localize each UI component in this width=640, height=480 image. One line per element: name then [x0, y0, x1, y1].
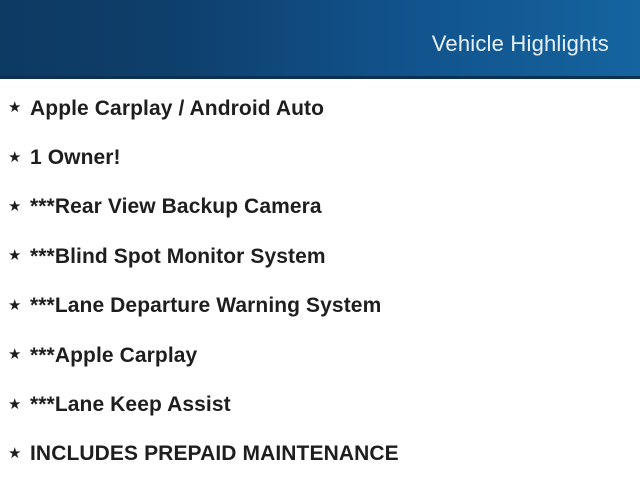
list-item	[8, 380, 640, 429]
list-item-label: ***Lane Keep Assist	[30, 393, 231, 417]
star-icon: ★	[8, 99, 22, 117]
list-item-label: ***Apple Carplay	[30, 343, 198, 367]
list-item	[8, 331, 640, 380]
star-icon: ★	[8, 148, 22, 166]
star-icon: ★	[8, 296, 22, 314]
list-item	[8, 232, 640, 281]
highlights-list	[0, 79, 640, 479]
list-item	[8, 282, 640, 331]
list-item-label: INCLUDES PREPAID MAINTENANCE	[30, 442, 399, 466]
list-item-label: ***Lane Departure Warning System	[30, 294, 382, 318]
list-item-label: ***Rear View Backup Camera	[30, 195, 322, 219]
list-item-label: Apple Carplay / Android Auto	[30, 96, 325, 120]
list-item	[8, 133, 640, 182]
list-item	[8, 430, 640, 479]
list-item	[8, 183, 640, 232]
list-item-label: 1 Owner!	[30, 146, 121, 170]
page-title: Vehicle Highlights	[431, 31, 609, 56]
star-icon: ★	[8, 395, 22, 413]
list-item-label: ***Blind Spot Monitor System	[30, 244, 326, 268]
list-item	[8, 84, 640, 133]
header-bar	[0, 0, 640, 79]
star-icon: ★	[8, 444, 22, 462]
star-icon: ★	[8, 247, 22, 265]
star-icon: ★	[8, 346, 22, 364]
star-icon: ★	[8, 197, 22, 215]
